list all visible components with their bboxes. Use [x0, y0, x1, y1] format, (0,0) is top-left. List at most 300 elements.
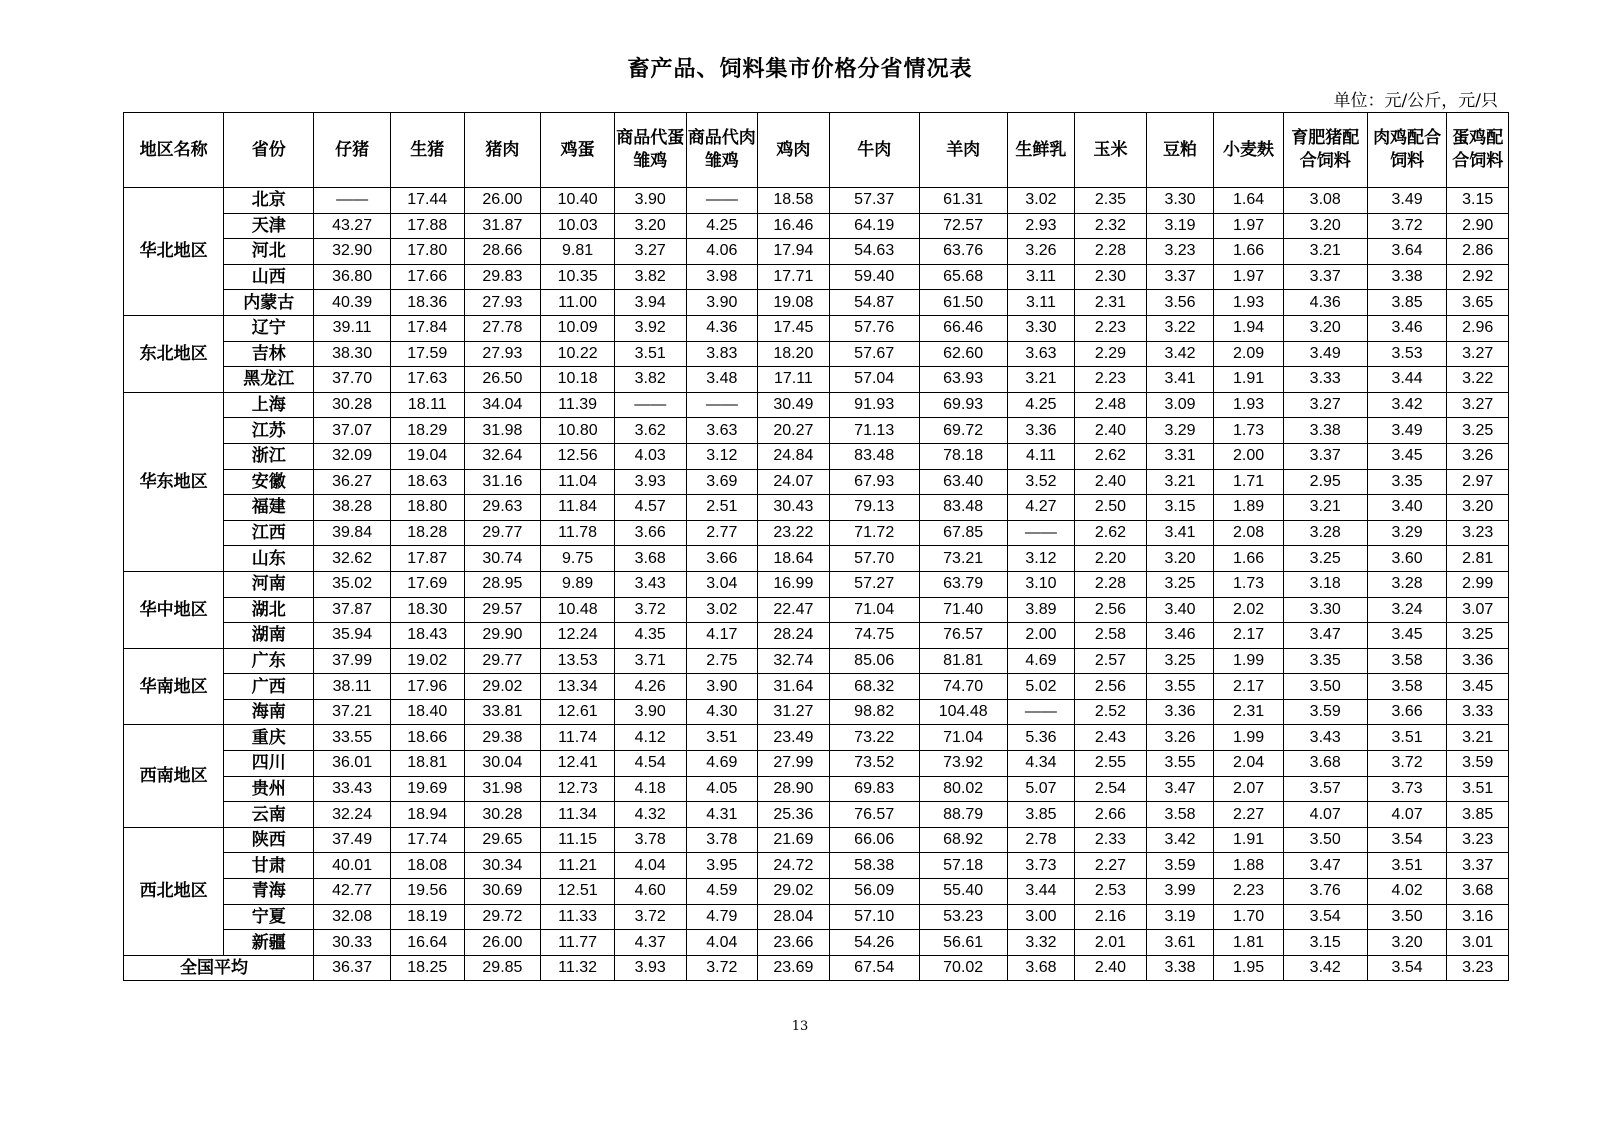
price-cell: 36.27 [314, 469, 391, 495]
price-cell: 3.66 [1367, 699, 1447, 725]
price-cell: 3.11 [1007, 290, 1075, 316]
price-cell: 3.55 [1146, 674, 1214, 700]
price-cell: 33.43 [314, 776, 391, 802]
price-cell: 68.92 [919, 827, 1007, 853]
price-cell: 17.71 [758, 264, 830, 290]
price-cell: 18.08 [390, 853, 464, 879]
price-cell: 12.73 [541, 776, 615, 802]
price-cell: 18.66 [390, 725, 464, 751]
price-cell: 4.69 [686, 751, 758, 777]
price-cell: 17.96 [390, 674, 464, 700]
price-cell: 3.73 [1007, 853, 1075, 879]
price-cell: 11.21 [541, 853, 615, 879]
price-cell: 29.72 [464, 904, 541, 930]
price-cell: 29.63 [464, 495, 541, 521]
table-row [124, 725, 1509, 751]
price-cell: 2.56 [1075, 674, 1147, 700]
price-cell: 3.45 [1367, 623, 1447, 649]
price-cell: 30.43 [758, 495, 830, 521]
price-cell: 3.23 [1447, 955, 1509, 981]
province-name: 宁夏 [224, 904, 314, 930]
region-name: 华北地区 [124, 188, 224, 316]
table-row [124, 571, 1509, 597]
price-cell: 3.10 [1007, 571, 1075, 597]
table-body [124, 188, 1509, 981]
price-cell: 3.48 [686, 367, 758, 393]
price-cell: 29.65 [464, 827, 541, 853]
price-cell: 3.43 [614, 571, 686, 597]
price-cell: 3.53 [1367, 341, 1447, 367]
price-cell: 3.31 [1146, 443, 1214, 469]
price-cell: 38.30 [314, 341, 391, 367]
price-cell: 17.84 [390, 315, 464, 341]
price-cell: 3.16 [1447, 904, 1509, 930]
price-cell: 18.29 [390, 418, 464, 444]
price-cell: 4.69 [1007, 648, 1075, 674]
price-cell: 2.07 [1214, 776, 1284, 802]
price-cell: 2.40 [1075, 418, 1147, 444]
price-cell: 3.82 [614, 264, 686, 290]
region-name: 西南地区 [124, 725, 224, 827]
price-cell: 17.87 [390, 546, 464, 572]
price-cell: 37.49 [314, 827, 391, 853]
price-cell: 4.30 [686, 699, 758, 725]
price-cell: 13.34 [541, 674, 615, 700]
table-row [124, 213, 1509, 239]
table-row [124, 443, 1509, 469]
province-name: 河北 [224, 239, 314, 265]
table-row [124, 623, 1509, 649]
price-cell: 39.84 [314, 520, 391, 546]
price-cell: 1.89 [1214, 495, 1284, 521]
price-cell: 3.59 [1447, 751, 1509, 777]
price-cell: 4.59 [686, 879, 758, 905]
price-cell: 3.37 [1447, 853, 1509, 879]
price-cell: 29.02 [758, 879, 830, 905]
price-cell: 3.58 [1367, 648, 1447, 674]
price-cell: 2.08 [1214, 520, 1284, 546]
column-header: 猪肉 [464, 113, 541, 188]
price-cell: 26.50 [464, 367, 541, 393]
price-cell: 3.44 [1367, 367, 1447, 393]
price-cell: 3.50 [1283, 674, 1367, 700]
price-cell: 4.12 [614, 725, 686, 751]
price-cell: 1.95 [1214, 955, 1284, 981]
price-cell: 2.52 [1075, 699, 1147, 725]
price-cell: 3.26 [1146, 725, 1214, 751]
province-name: 山西 [224, 264, 314, 290]
price-cell: 3.78 [686, 827, 758, 853]
price-cell: 1.66 [1214, 546, 1284, 572]
price-cell: 4.60 [614, 879, 686, 905]
region-name: 东北地区 [124, 315, 224, 392]
national-average-label: 全国平均 [124, 955, 314, 981]
price-cell: 16.46 [758, 213, 830, 239]
price-cell: 3.29 [1367, 520, 1447, 546]
price-cell: 37.87 [314, 597, 391, 623]
page-number: 13 [791, 1019, 809, 1034]
price-cell: 22.47 [758, 597, 830, 623]
price-cell: 1.93 [1214, 392, 1284, 418]
price-cell: 1.66 [1214, 239, 1284, 265]
price-cell: 11.32 [541, 955, 615, 981]
price-cell: 76.57 [919, 623, 1007, 649]
price-cell: 3.73 [1367, 776, 1447, 802]
table-row [124, 699, 1509, 725]
column-header: 商品代蛋雏鸡 [614, 113, 686, 188]
price-cell: 29.57 [464, 597, 541, 623]
price-cell: 2.96 [1447, 315, 1509, 341]
price-cell: 2.62 [1075, 443, 1147, 469]
price-cell: 3.04 [686, 571, 758, 597]
price-cell: 3.35 [1283, 648, 1367, 674]
price-cell: 88.79 [919, 802, 1007, 828]
price-cell: 55.40 [919, 879, 1007, 905]
price-cell: 2.23 [1075, 315, 1147, 341]
price-cell: 54.87 [829, 290, 919, 316]
unit-note: 单位：元/公斤，元/只 [1333, 91, 1498, 111]
price-cell: 3.19 [1146, 904, 1214, 930]
price-cell: 3.19 [1146, 213, 1214, 239]
price-cell: 17.94 [758, 239, 830, 265]
price-cell: 2.99 [1447, 571, 1509, 597]
price-cell: 3.20 [614, 213, 686, 239]
price-cell: 3.68 [1283, 751, 1367, 777]
price-cell: 3.59 [1146, 853, 1214, 879]
price-cell: 3.23 [1447, 520, 1509, 546]
price-cell: 3.21 [1283, 495, 1367, 521]
price-cell: 11.78 [541, 520, 615, 546]
price-cell: 31.64 [758, 674, 830, 700]
column-header: 鸡蛋 [541, 113, 615, 188]
price-cell: 2.57 [1075, 648, 1147, 674]
price-cell: 3.47 [1283, 623, 1367, 649]
price-cell: 2.28 [1075, 571, 1147, 597]
price-cell: 3.50 [1283, 827, 1367, 853]
price-cell: 30.28 [314, 392, 391, 418]
price-cell: 58.38 [829, 853, 919, 879]
price-cell: 32.74 [758, 648, 830, 674]
price-cell: 104.48 [919, 699, 1007, 725]
price-cell: 2.31 [1075, 290, 1147, 316]
price-cell: 29.90 [464, 623, 541, 649]
price-cell: 18.20 [758, 341, 830, 367]
price-cell: 3.27 [1447, 341, 1509, 367]
price-cell: 3.20 [1283, 315, 1367, 341]
province-name: 云南 [224, 802, 314, 828]
price-cell: 4.37 [614, 930, 686, 956]
price-cell: 56.09 [829, 879, 919, 905]
price-cell: 18.81 [390, 751, 464, 777]
price-cell: 3.26 [1007, 239, 1075, 265]
price-cell: 3.90 [686, 290, 758, 316]
price-cell: 3.15 [1146, 495, 1214, 521]
price-cell: 36.37 [314, 955, 391, 981]
price-cell: 3.89 [1007, 597, 1075, 623]
price-cell: 3.38 [1283, 418, 1367, 444]
price-cell: 3.85 [1447, 802, 1509, 828]
price-cell: 17.59 [390, 341, 464, 367]
price-cell: 2.28 [1075, 239, 1147, 265]
table-row [124, 341, 1509, 367]
price-cell: —— [314, 188, 391, 214]
price-cell: 79.13 [829, 495, 919, 521]
price-cell: 9.81 [541, 239, 615, 265]
price-cell: 1.91 [1214, 367, 1284, 393]
province-name: 甘肃 [224, 853, 314, 879]
price-cell: 10.48 [541, 597, 615, 623]
price-cell: 17.45 [758, 315, 830, 341]
header-row [124, 113, 1509, 188]
price-cell: 3.42 [1283, 955, 1367, 981]
price-cell: 3.32 [1007, 930, 1075, 956]
price-cell: 2.30 [1075, 264, 1147, 290]
price-cell: 3.29 [1146, 418, 1214, 444]
price-cell: 18.30 [390, 597, 464, 623]
province-name: 陕西 [224, 827, 314, 853]
price-cell: 27.93 [464, 341, 541, 367]
price-cell: 3.25 [1447, 623, 1509, 649]
price-cell: 35.94 [314, 623, 391, 649]
price-cell: 4.36 [686, 315, 758, 341]
price-cell: 3.37 [1283, 443, 1367, 469]
price-cell: 17.88 [390, 213, 464, 239]
price-cell: 2.54 [1075, 776, 1147, 802]
price-cell: 3.51 [686, 725, 758, 751]
price-cell: 18.58 [758, 188, 830, 214]
price-cell: 3.25 [1283, 546, 1367, 572]
column-header: 鸡肉 [758, 113, 830, 188]
price-cell: 31.98 [464, 776, 541, 802]
price-cell: 11.00 [541, 290, 615, 316]
price-cell: 3.35 [1367, 469, 1447, 495]
province-name: 辽宁 [224, 315, 314, 341]
price-cell: 9.75 [541, 546, 615, 572]
price-cell: 91.93 [829, 392, 919, 418]
price-cell: 71.72 [829, 520, 919, 546]
table-row [124, 367, 1509, 393]
province-name: 吉林 [224, 341, 314, 367]
price-cell: 3.66 [686, 546, 758, 572]
price-cell: 38.11 [314, 674, 391, 700]
price-cell: 19.56 [390, 879, 464, 905]
price-cell: 3.22 [1146, 315, 1214, 341]
price-cell: 4.27 [1007, 495, 1075, 521]
price-cell: 18.11 [390, 392, 464, 418]
price-cell: 31.27 [758, 699, 830, 725]
price-cell: 3.90 [614, 699, 686, 725]
price-cell: 23.66 [758, 930, 830, 956]
price-cell: 32.08 [314, 904, 391, 930]
price-cell: 10.40 [541, 188, 615, 214]
price-cell: 33.55 [314, 725, 391, 751]
price-cell: 10.03 [541, 213, 615, 239]
price-cell: 3.46 [1146, 623, 1214, 649]
price-cell: 57.04 [829, 367, 919, 393]
price-cell: 4.06 [686, 239, 758, 265]
price-cell: 2.02 [1214, 597, 1284, 623]
price-cell: 1.81 [1214, 930, 1284, 956]
price-cell: 25.36 [758, 802, 830, 828]
price-cell: 18.64 [758, 546, 830, 572]
price-cell: 40.39 [314, 290, 391, 316]
price-cell: 3.45 [1447, 674, 1509, 700]
price-cell: 3.01 [1447, 930, 1509, 956]
price-cell: 2.40 [1075, 469, 1147, 495]
price-cell: 1.73 [1214, 418, 1284, 444]
price-cell: 61.31 [919, 188, 1007, 214]
price-cell: 2.56 [1075, 597, 1147, 623]
table-row [124, 930, 1509, 956]
price-cell: 32.24 [314, 802, 391, 828]
price-cell: 2.33 [1075, 827, 1147, 853]
price-cell: 80.02 [919, 776, 1007, 802]
price-cell: 64.19 [829, 213, 919, 239]
price-cell: 1.73 [1214, 571, 1284, 597]
price-cell: 63.79 [919, 571, 1007, 597]
price-cell: 2.97 [1447, 469, 1509, 495]
price-cell: 2.16 [1075, 904, 1147, 930]
price-cell: 3.47 [1146, 776, 1214, 802]
province-name: 青海 [224, 879, 314, 905]
price-cell: 3.93 [614, 955, 686, 981]
price-cell: 3.40 [1146, 597, 1214, 623]
price-cell: 4.04 [686, 930, 758, 956]
price-cell: 3.69 [686, 469, 758, 495]
price-cell: 32.09 [314, 443, 391, 469]
price-cell: 4.35 [614, 623, 686, 649]
price-cell: 3.23 [1447, 827, 1509, 853]
price-cell: 21.69 [758, 827, 830, 853]
price-cell: 3.71 [614, 648, 686, 674]
table-row [124, 674, 1509, 700]
price-cell: 3.85 [1367, 290, 1447, 316]
column-header: 玉米 [1075, 113, 1147, 188]
price-cell: 27.93 [464, 290, 541, 316]
price-cell: 2.86 [1447, 239, 1509, 265]
price-cell: 71.13 [829, 418, 919, 444]
price-cell: 1.91 [1214, 827, 1284, 853]
price-cell: 29.85 [464, 955, 541, 981]
price-cell: 10.18 [541, 367, 615, 393]
price-cell: 74.75 [829, 623, 919, 649]
price-cell: 3.02 [686, 597, 758, 623]
column-header: 育肥猪配合饲料 [1283, 113, 1367, 188]
table-row [124, 904, 1509, 930]
price-cell: 37.07 [314, 418, 391, 444]
price-cell: 3.30 [1146, 188, 1214, 214]
table-row [124, 239, 1509, 265]
price-cell: 3.12 [686, 443, 758, 469]
price-cell: 4.05 [686, 776, 758, 802]
price-cell: 3.00 [1007, 904, 1075, 930]
column-header: 商品代肉雏鸡 [686, 113, 758, 188]
price-cell: 17.11 [758, 367, 830, 393]
price-cell: 18.94 [390, 802, 464, 828]
price-cell: 27.99 [758, 751, 830, 777]
price-cell: 56.61 [919, 930, 1007, 956]
price-cell: 3.46 [1367, 315, 1447, 341]
price-cell: 3.42 [1146, 827, 1214, 853]
price-cell: 29.02 [464, 674, 541, 700]
price-cell: 63.93 [919, 367, 1007, 393]
price-cell: 3.27 [1447, 392, 1509, 418]
price-cell: 2.40 [1075, 955, 1147, 981]
price-cell: 57.70 [829, 546, 919, 572]
price-cell: 3.68 [614, 546, 686, 572]
price-cell: 17.63 [390, 367, 464, 393]
price-cell: 3.50 [1367, 904, 1447, 930]
column-header: 豆粕 [1146, 113, 1214, 188]
price-cell: 3.57 [1283, 776, 1367, 802]
price-cell: 3.25 [1146, 648, 1214, 674]
price-cell: 3.15 [1447, 188, 1509, 214]
price-cell: 30.34 [464, 853, 541, 879]
price-cell: 3.42 [1146, 341, 1214, 367]
column-header: 牛肉 [829, 113, 919, 188]
price-cell: 2.32 [1075, 213, 1147, 239]
price-cell: 2.27 [1075, 853, 1147, 879]
price-cell: 3.38 [1146, 955, 1214, 981]
price-cell: 3.23 [1146, 239, 1214, 265]
price-cell: 4.25 [686, 213, 758, 239]
price-cell: 30.74 [464, 546, 541, 572]
province-name: 贵州 [224, 776, 314, 802]
price-cell: 3.72 [686, 955, 758, 981]
price-cell: 71.40 [919, 597, 1007, 623]
price-cell: 2.17 [1214, 674, 1284, 700]
price-cell: 2.27 [1214, 802, 1284, 828]
national-average-row [124, 955, 1509, 981]
price-cell: 3.60 [1367, 546, 1447, 572]
province-name: 江西 [224, 520, 314, 546]
price-cell: 3.99 [1146, 879, 1214, 905]
region-name: 华东地区 [124, 392, 224, 571]
price-cell: 2.17 [1214, 623, 1284, 649]
price-cell: 4.79 [686, 904, 758, 930]
price-cell: 30.49 [758, 392, 830, 418]
province-name: 广西 [224, 674, 314, 700]
price-cell: 3.58 [1146, 802, 1214, 828]
price-cell: 32.90 [314, 239, 391, 265]
price-cell: 3.11 [1007, 264, 1075, 290]
price-cell: 73.22 [829, 725, 919, 751]
price-cell: 1.64 [1214, 188, 1284, 214]
table-row [124, 290, 1509, 316]
price-cell: 28.66 [464, 239, 541, 265]
price-cell: 3.58 [1367, 674, 1447, 700]
price-cell: 2.50 [1075, 495, 1147, 521]
price-cell: —— [686, 188, 758, 214]
price-cell: 5.36 [1007, 725, 1075, 751]
price-cell: 18.19 [390, 904, 464, 930]
province-name: 内蒙古 [224, 290, 314, 316]
price-cell: 29.77 [464, 648, 541, 674]
price-cell: 11.33 [541, 904, 615, 930]
price-cell: 2.95 [1283, 469, 1367, 495]
price-cell: 2.23 [1214, 879, 1284, 905]
province-name: 上海 [224, 392, 314, 418]
price-cell: 3.27 [1283, 392, 1367, 418]
price-cell: 2.35 [1075, 188, 1147, 214]
price-cell: 19.02 [390, 648, 464, 674]
price-cell: 1.94 [1214, 315, 1284, 341]
price-cell: 2.00 [1007, 623, 1075, 649]
price-cell: 2.62 [1075, 520, 1147, 546]
price-cell: 12.61 [541, 699, 615, 725]
price-cell: 3.33 [1283, 367, 1367, 393]
price-cell: 67.93 [829, 469, 919, 495]
